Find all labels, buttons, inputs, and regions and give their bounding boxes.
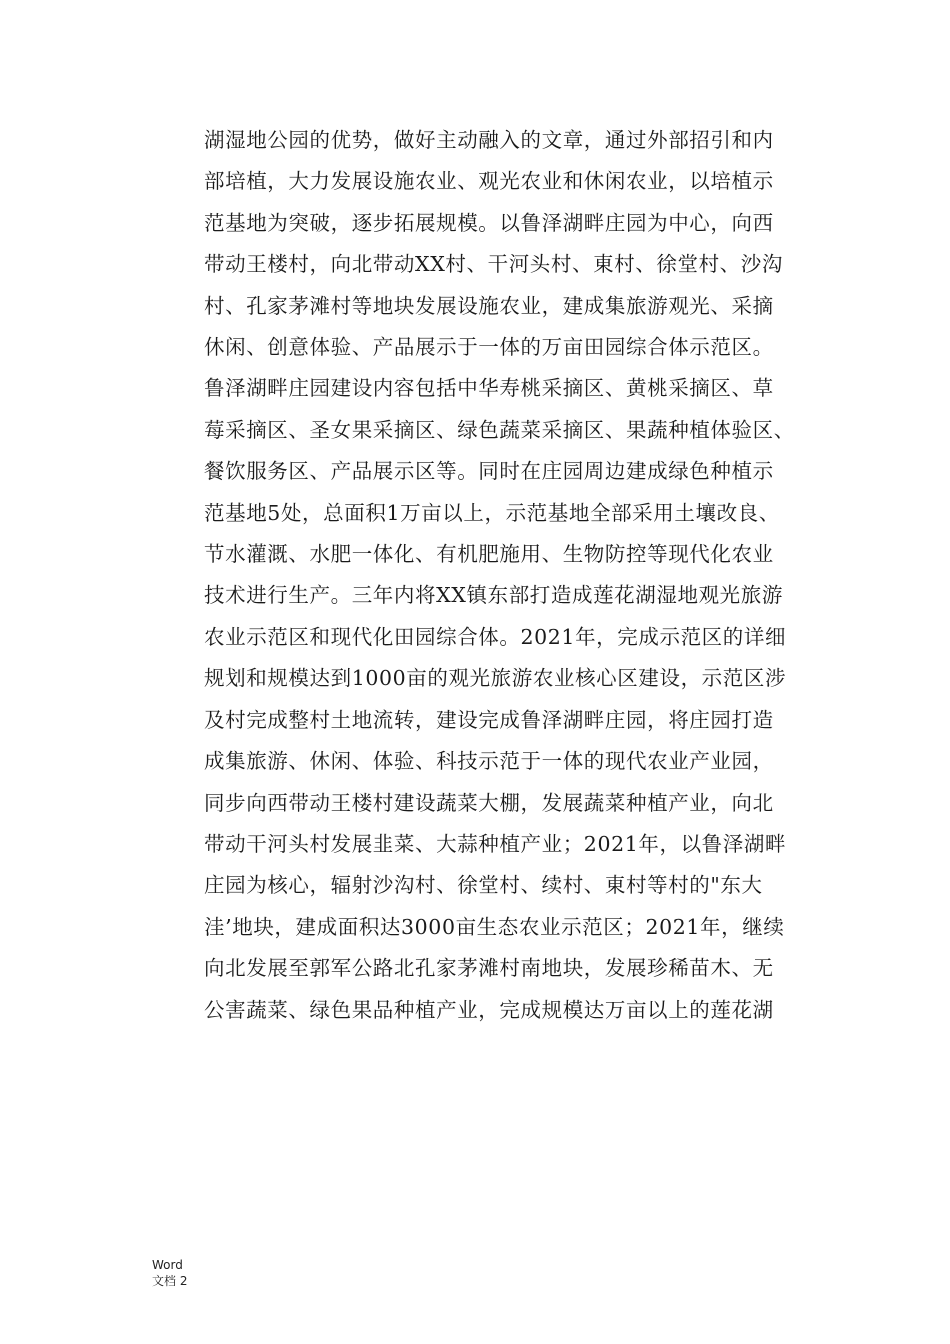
document-body-text — [204, 120, 844, 1031]
text-line: 同步向西带动王楼村建设蔬菜大棚，发展蔬菜种植产业，向北 — [204, 790, 774, 815]
text-line: 节水灌溉、水肥一体化、有机肥施用、生物防控等现代化农业 — [204, 542, 774, 567]
text-line: 莓采摘区、圣女果采摘区、绿色蔬菜采摘区、果蔬种植体验区、 — [204, 417, 795, 442]
text-line: 带动干河头村发展韭菜、大蒜种植产业；2021年，以鲁泽湖畔 — [204, 831, 787, 856]
text-line: 范基地为突破，逐步拓展规模。以鲁泽湖畔庄园为中心，向西 — [204, 210, 774, 235]
text-line: 村、孔家茅滩村等地块发展设施农业，建成集旅游观光、采摘 — [204, 293, 774, 318]
text-line: 鲁泽湖畔庄园建设内容包括中华寿桃采摘区、黄桃采摘区、草 — [204, 376, 774, 401]
text-line: 湖湿地公园的优势，做好主动融入的文章，通过外部招引和内 — [204, 128, 774, 152]
text-line: 及村完成整村土地流转，建设完成鲁泽湖畔庄园，将庄园打造 — [204, 707, 774, 732]
footer-app-label: Word — [152, 1258, 183, 1272]
text-line: 农业示范区和现代化田园综合体。2021年，完成示范区的详细 — [204, 624, 787, 649]
text-line: 范基地5处，总面积1万亩以上，示范基地全部采用土壤改良、 — [204, 500, 780, 525]
page-footer — [152, 1257, 187, 1289]
text-line: 公害蔬菜、绿色果品种植产业，完成规模达万亩以上的莲花湖 — [204, 997, 774, 1022]
text-line: 休闲、创意体验、产品展示于一体的万亩田园综合体示范区。 — [204, 335, 774, 360]
text-line: 餐饮服务区、产品展示区等。同时在庄园周边建成绿色种植示 — [204, 459, 774, 484]
text-line: 带动王楼村，向北带动XX村、干河头村、東村、徐堂村、沙沟 — [204, 252, 783, 277]
text-line: 庄园为核心，辐射沙沟村、徐堂村、续村、東村等村的"东大 — [204, 873, 763, 898]
text-line: 向北发展至郭军公路北孔家茅滩村南地块，发展珍稀苗木、无 — [204, 956, 774, 981]
text-line: 成集旅游、休闲、体验、科技示范于一体的现代农业产业园， — [204, 749, 774, 774]
text-line: 规划和规模达到1000亩的观光旅游农业核心区建设，示范区涉 — [204, 666, 787, 691]
text-line: 技术进行生产。三年内将XX镇东部打造成莲花湖湿地观光旅游 — [204, 583, 783, 608]
text-line: 部培植，大力发展设施农业、观光农业和休闲农业，以培植示 — [204, 169, 774, 194]
footer-page-label: 文档 2 — [152, 1274, 188, 1288]
text-line: 洼’地块，建成面积达3000亩生态农业示范区；2021年，继续 — [204, 914, 785, 939]
